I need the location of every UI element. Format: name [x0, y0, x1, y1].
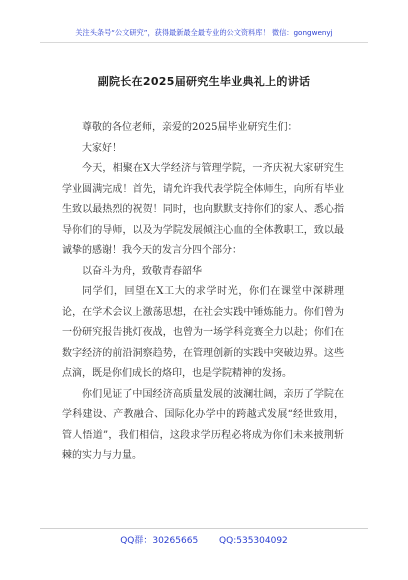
- paragraph: 你们见证了中国经济高质量发展的波澜壮阔，亲历了学院在学科建设、产教融合、国际化办学中的跨越式发展“经世致用，管人悟道”，我们相信，这段求学历程必将成为你们未来披荆斩棘的实力与力量。: [62, 388, 344, 461]
- greeting: 大家好！: [82, 142, 122, 154]
- document-body: [62, 118, 344, 467]
- salutation: 尊敬的各位老师，亲爱的2025届毕业研究生们：: [82, 122, 298, 133]
- footer-divider: [40, 528, 368, 529]
- qq-text: QQ:535304092: [219, 536, 288, 546]
- footer: [0, 533, 408, 546]
- document-title: 副院长在2025届研究生毕业典礼上的讲话: [97, 75, 311, 88]
- qq-group-text: QQ群：30265665: [120, 536, 199, 546]
- header-divider: [40, 42, 368, 43]
- paragraph: 今天，相聚在X大学经济与管理学院，一齐庆祝大家研究生学业圆满完成！首先，请允许我代表学院全体师生，向所有毕业生致以最热烈的祝贺！同时，也向默默支持你们的家人、悉心指导你们的导师，以及为学院发展倾注心血的全体教职工，致以最诚挚的感谢！我今天的发言分四个部分：: [62, 163, 344, 256]
- promo-banner: 关注头条号“公文研究”，获得最新最全最专业的公文资料库！ 微信：gongwenyj: [75, 28, 333, 37]
- section-heading: 以奋斗为舟，致敬青春韶华: [82, 265, 202, 277]
- paragraph: 同学们，回望在X工大的求学时光，你们在课堂中深耕理论，在学术会议上激荡思想，在社会实践中锤炼能力。你们曾为一份研究报告挑灯夜战，也曾为一场学科竞赛全力以赴；你们在数字经济的前沿洞察趋势，在管理创新的实践中突破边界。这些点滴，既是你们成长的烙印，也是学院精神的发扬。: [62, 286, 344, 379]
